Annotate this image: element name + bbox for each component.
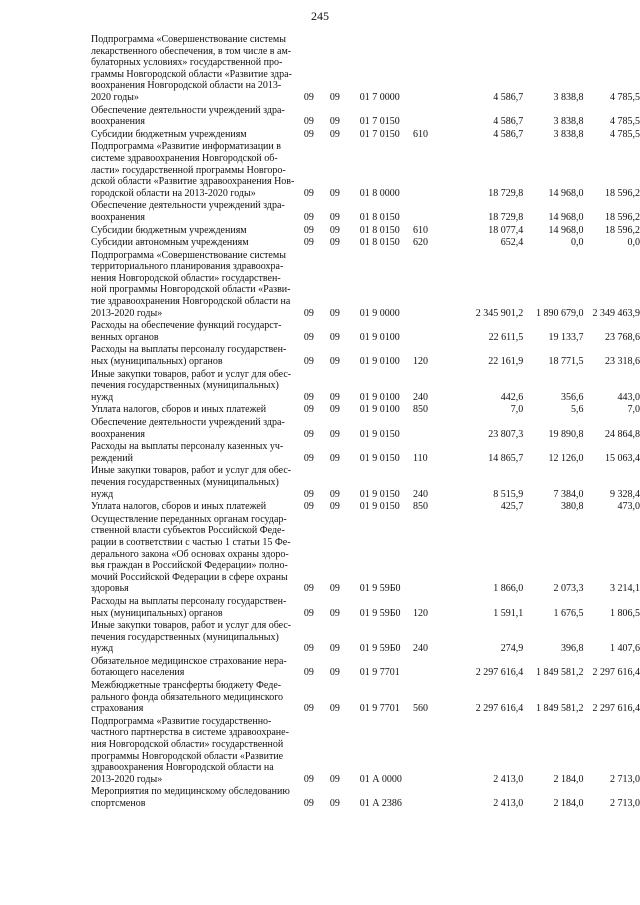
row-amount-year-3: 18 596,2 xyxy=(605,211,640,223)
row-subsection-code: 09 xyxy=(329,391,340,403)
row-section-code: 09 xyxy=(303,583,314,595)
row-amount-year-3: 2 297 616,4 xyxy=(592,667,640,679)
row-amount-year-2: 2 073,3 xyxy=(553,583,584,595)
row-amount-year-2: 5,6 xyxy=(570,404,584,416)
row-subsection-code: 09 xyxy=(329,211,340,223)
row-amount-year-3: 9 328,4 xyxy=(610,488,640,500)
row-amount-year-2: 12 126,0 xyxy=(548,452,584,464)
row-section-code: 09 xyxy=(303,307,314,319)
row-section-code: 09 xyxy=(303,667,314,679)
row-target-article-code: 01 7 0000 xyxy=(359,91,400,103)
row-amount-year-1: 442,6 xyxy=(500,391,524,403)
row-section-code: 09 xyxy=(303,428,314,440)
row-subsection-code: 09 xyxy=(329,428,340,440)
row-section-code: 09 xyxy=(303,116,314,128)
row-name: Подпрограмма «Совершенствование системы лекарственного обеспечения, в том числе в ам- булаторных условиях» государственной про- граммы Новгородской области «Развитие здра- воохранения Новгородской области на 2013- 2020 годы» xyxy=(91,34,292,103)
table-row xyxy=(91,33,640,104)
table-row xyxy=(91,679,640,715)
table-row xyxy=(91,500,640,513)
table-row xyxy=(91,199,640,223)
table-row xyxy=(91,104,640,128)
row-subsection-code: 09 xyxy=(329,237,340,249)
row-amount-year-2: 19 133,7 xyxy=(548,331,584,343)
row-subsection-code: 09 xyxy=(329,703,340,715)
row-amount-year-3: 23 318,6 xyxy=(605,356,640,368)
row-amount-year-3: 0,0 xyxy=(627,237,640,249)
table-row xyxy=(91,319,640,343)
row-amount-year-2: 0,0 xyxy=(570,237,584,249)
row-amount-year-1: 1 866,0 xyxy=(493,583,524,595)
table-row xyxy=(91,715,640,786)
row-name: Обеспечение деятельности учреждений здра- воохранения xyxy=(91,104,285,128)
row-name: Мероприятия по медицинскому обследованию спортсменов xyxy=(91,786,290,809)
row-name: Межбюджетные трансферты бюджету Феде- рального фонда обязательного медицинского страхования xyxy=(91,680,284,715)
row-section-code: 09 xyxy=(303,224,314,236)
row-target-article-code: 01 9 0100 xyxy=(359,331,400,343)
row-amount-year-1: 4 586,7 xyxy=(493,91,524,103)
row-amount-year-2: 14 968,0 xyxy=(548,187,584,199)
row-section-code: 09 xyxy=(303,211,314,223)
row-target-article-code: 01 А 0000 xyxy=(359,773,402,785)
row-name: Обязательное медицинское страхование нера- ботающего населения xyxy=(91,655,287,679)
row-target-article-code: 01 9 0150 xyxy=(359,488,400,500)
table-row xyxy=(91,224,640,237)
row-amount-year-2: 14 968,0 xyxy=(548,211,584,223)
budget-table-body xyxy=(91,33,640,810)
row-section-code: 09 xyxy=(303,356,314,368)
row-amount-year-3: 1 407,6 xyxy=(610,643,640,655)
table-row xyxy=(91,236,640,249)
row-name: Субсидии бюджетным учреждениям xyxy=(91,128,247,140)
row-target-article-code: 01 8 0150 xyxy=(359,224,400,236)
row-amount-year-3: 24 864,8 xyxy=(605,428,640,440)
row-target-article-code: 01 9 0100 xyxy=(359,391,400,403)
table-row xyxy=(91,368,640,404)
row-amount-year-1: 8 515,9 xyxy=(493,488,524,500)
row-amount-year-2: 3 838,8 xyxy=(553,116,584,128)
row-amount-year-1: 18 077,4 xyxy=(488,224,524,236)
row-target-article-code: 01 9 0150 xyxy=(359,501,400,513)
row-name: Расходы на выплаты персоналу государствен- ных (муниципальных) органов xyxy=(91,595,287,619)
row-name: Осуществление переданных органам государ- ственной власти субъектов Российской Феде- рации в соответствии с частью 1 статьи 15 Фе- дерального закона «Об основах охраны здоро- вья граждан в Российской Федерации» полно- мочий Российской Федерации в сфере охраны здоровья xyxy=(91,513,291,595)
table-row xyxy=(91,343,640,367)
row-subsection-code: 09 xyxy=(329,773,340,785)
row-target-article-code: 01 7 0150 xyxy=(359,116,400,128)
row-amount-year-1: 18 729,8 xyxy=(488,187,524,199)
table-row xyxy=(91,440,640,464)
row-expense-type-code: 240 xyxy=(413,643,429,655)
row-expense-type-code: 850 xyxy=(413,404,429,416)
row-amount-year-3: 18 596,2 xyxy=(605,187,640,199)
row-amount-year-2: 1 676,5 xyxy=(553,607,584,619)
row-name: Уплата налогов, сборов и иных платежей xyxy=(91,404,267,416)
budget-table xyxy=(91,33,640,810)
row-amount-year-1: 2 297 616,4 xyxy=(475,667,524,679)
row-target-article-code: 01 9 7701 xyxy=(359,703,400,715)
table-row xyxy=(91,785,640,809)
row-expense-type-code: 240 xyxy=(413,488,429,500)
row-subsection-code: 09 xyxy=(329,91,340,103)
row-subsection-code: 09 xyxy=(329,404,340,416)
row-amount-year-3: 2 713,0 xyxy=(610,798,640,809)
row-amount-year-2: 2 184,0 xyxy=(553,773,584,785)
row-name: Расходы на выплаты персоналу государствен- ных (муниципальных) органов xyxy=(91,344,287,368)
row-expense-type-code: 240 xyxy=(413,391,429,403)
row-section-code: 09 xyxy=(303,452,314,464)
row-target-article-code: 01 9 0100 xyxy=(359,356,400,368)
table-row xyxy=(91,403,640,416)
row-section-code: 09 xyxy=(303,91,314,103)
row-amount-year-1: 22 161,9 xyxy=(488,356,524,368)
row-amount-year-1: 2 345 901,2 xyxy=(475,307,524,319)
row-name: Субсидии автономным учреждениям xyxy=(91,237,249,249)
row-amount-year-1: 4 586,7 xyxy=(493,116,524,128)
row-target-article-code: 01 А 2386 xyxy=(359,798,402,809)
row-section-code: 09 xyxy=(303,404,314,416)
row-name: Расходы на обеспечение функций государст- венных органов xyxy=(91,320,282,343)
row-expense-type-code xyxy=(413,33,440,104)
row-subsection-code: 09 xyxy=(329,224,340,236)
row-section-code: 09 xyxy=(303,488,314,500)
row-target-article-code: 01 7 0150 xyxy=(359,128,400,140)
row-subsection-code: 09 xyxy=(329,583,340,595)
row-amount-year-3: 2 297 616,4 xyxy=(592,703,640,715)
table-row xyxy=(91,655,640,679)
row-name: Уплата налогов, сборов и иных платежей xyxy=(91,501,267,513)
table-row xyxy=(91,619,640,655)
row-subsection-code: 09 xyxy=(329,331,340,343)
row-section-code: 09 xyxy=(303,331,314,343)
row-subsection-code: 09 xyxy=(329,356,340,368)
row-subsection-code: 09 xyxy=(329,307,340,319)
row-amount-year-1: 1 591,1 xyxy=(493,607,524,619)
row-expense-type-code xyxy=(413,319,440,343)
row-amount-year-2: 380,8 xyxy=(560,501,584,513)
row-name: Подпрограмма «Развитие информатизации в системе здравоохранения Новгородской об- ласти» государственной программы Новгоро- дской области «Развитие здравоохранения Нов- городской области на 2013-2020 годы» xyxy=(91,141,295,199)
row-amount-year-3: 2 349 463,9 xyxy=(592,307,640,319)
row-amount-year-2: 1 849 581,2 xyxy=(535,667,584,679)
row-target-article-code: 01 9 0150 xyxy=(359,428,400,440)
row-target-article-code: 01 9 0000 xyxy=(359,307,400,319)
row-amount-year-2: 3 838,8 xyxy=(553,128,584,140)
row-expense-type-code: 120 xyxy=(413,607,429,619)
row-name: Подпрограмма «Совершенствование системы территориального планирования здравоохра- нения Новгородской области» государствен- ной программы Новгородской области «Разви- тие здравоохранения Новгородской области на 2013-2020 годы» xyxy=(91,249,291,319)
row-amount-year-2: 1 849 581,2 xyxy=(535,703,584,715)
row-amount-year-1: 14 865,7 xyxy=(488,452,524,464)
row-amount-year-1: 2 413,0 xyxy=(493,798,524,809)
row-subsection-code: 09 xyxy=(329,128,340,140)
row-name: Иные закупки товаров, работ и услуг для обес- печения государственных (муниципальных) нужд xyxy=(91,368,292,403)
table-row xyxy=(91,464,640,500)
row-expense-type-code xyxy=(413,513,440,595)
row-amount-year-1: 274,9 xyxy=(500,643,524,655)
row-expense-type-code: 110 xyxy=(413,452,428,464)
row-amount-year-3: 2 713,0 xyxy=(610,773,640,785)
table-row xyxy=(91,595,640,619)
row-target-article-code: 01 9 0150 xyxy=(359,452,400,464)
row-amount-year-2: 2 184,0 xyxy=(553,798,584,809)
row-amount-year-2: 18 771,5 xyxy=(548,356,584,368)
row-amount-year-3: 15 063,4 xyxy=(605,452,640,464)
row-name: Обеспечение деятельности учреждений здра- воохранения xyxy=(91,417,285,440)
row-amount-year-1: 2 297 616,4 xyxy=(475,703,524,715)
row-name: Иные закупки товаров, работ и услуг для обес- печения государственных (муниципальных) нужд xyxy=(91,620,292,655)
row-subsection-code: 09 xyxy=(329,488,340,500)
row-amount-year-2: 3 838,8 xyxy=(553,91,584,103)
row-section-code: 09 xyxy=(303,607,314,619)
row-amount-year-2: 1 890 679,0 xyxy=(535,307,584,319)
row-amount-year-3: 7,0 xyxy=(627,404,640,416)
row-target-article-code: 01 9 59Б0 xyxy=(359,607,401,619)
table-row xyxy=(91,513,640,595)
row-section-code: 09 xyxy=(303,773,314,785)
row-expense-type-code xyxy=(413,715,440,786)
row-section-code: 09 xyxy=(303,643,314,655)
row-subsection-code: 09 xyxy=(329,667,340,679)
row-amount-year-2: 356,6 xyxy=(560,391,584,403)
row-expense-type-code xyxy=(413,140,440,199)
row-amount-year-1: 2 413,0 xyxy=(493,773,524,785)
page-number: 245 xyxy=(311,9,329,23)
row-name: Иные закупки товаров, работ и услуг для обес- печения государственных (муниципальных) нужд xyxy=(91,465,292,500)
row-target-article-code: 01 9 59Б0 xyxy=(359,583,401,595)
row-subsection-code: 09 xyxy=(329,501,340,513)
row-amount-year-2: 396,8 xyxy=(560,643,584,655)
row-expense-type-code xyxy=(413,249,440,320)
row-amount-year-1: 652,4 xyxy=(500,237,524,249)
row-name: Субсидии бюджетным учреждениям xyxy=(91,224,247,236)
row-amount-year-2: 14 968,0 xyxy=(548,224,584,236)
row-target-article-code: 01 8 0000 xyxy=(359,187,400,199)
row-target-article-code: 01 8 0150 xyxy=(359,237,400,249)
row-section-code: 09 xyxy=(303,391,314,403)
row-expense-type-code: 620 xyxy=(413,237,429,249)
row-section-code: 09 xyxy=(303,501,314,513)
row-subsection-code: 09 xyxy=(329,798,340,809)
row-amount-year-3: 443,0 xyxy=(617,391,640,403)
row-name: Подпрограмма «Развитие государственно- частного партнерства в системе здравоохране- ния Новгородской области» государственной программы Новгородской области «Развитие здравоохранения Новгородской области на 2013-2020 годы» xyxy=(91,715,289,785)
row-expense-type-code: 120 xyxy=(413,356,429,368)
row-amount-year-1: 425,7 xyxy=(500,501,524,513)
row-expense-type-code xyxy=(413,416,440,440)
row-amount-year-3: 3 214,1 xyxy=(610,583,640,595)
row-target-article-code: 01 9 59Б0 xyxy=(359,643,401,655)
row-amount-year-3: 4 785,5 xyxy=(610,128,640,140)
row-expense-type-code xyxy=(413,655,440,679)
row-target-article-code: 01 8 0150 xyxy=(359,211,400,223)
row-amount-year-2: 19 890,8 xyxy=(548,428,584,440)
row-subsection-code: 09 xyxy=(329,643,340,655)
row-amount-year-2: 7 384,0 xyxy=(553,488,584,500)
table-row xyxy=(91,249,640,320)
row-amount-year-1: 23 807,3 xyxy=(488,428,524,440)
row-expense-type-code: 850 xyxy=(413,501,429,513)
row-amount-year-3: 23 768,6 xyxy=(605,331,640,343)
row-amount-year-1: 22 611,5 xyxy=(488,331,524,343)
table-row xyxy=(91,128,640,141)
row-section-code: 09 xyxy=(303,798,314,809)
row-expense-type-code: 610 xyxy=(413,224,429,236)
row-amount-year-3: 473,0 xyxy=(617,501,640,513)
row-expense-type-code xyxy=(413,199,440,223)
row-section-code: 09 xyxy=(303,703,314,715)
row-amount-year-1: 4 586,7 xyxy=(493,128,524,140)
row-amount-year-1: 18 729,8 xyxy=(488,211,524,223)
row-name: Обеспечение деятельности учреждений здра- воохранения xyxy=(91,200,285,223)
row-expense-type-code xyxy=(413,104,440,128)
table-row xyxy=(91,416,640,440)
row-subsection-code: 09 xyxy=(329,452,340,464)
row-amount-year-3: 1 806,5 xyxy=(610,607,640,619)
row-target-article-code: 01 9 7701 xyxy=(359,667,400,679)
row-expense-type-code: 610 xyxy=(413,128,429,140)
row-expense-type-code xyxy=(413,785,440,809)
row-section-code: 09 xyxy=(303,187,314,199)
row-subsection-code: 09 xyxy=(329,607,340,619)
row-amount-year-3: 4 785,5 xyxy=(610,91,640,103)
row-target-article-code: 01 9 0100 xyxy=(359,404,400,416)
row-section-code: 09 xyxy=(303,128,314,140)
row-section-code: 09 xyxy=(303,237,314,249)
row-amount-year-3: 4 785,5 xyxy=(610,116,640,128)
row-amount-year-1: 7,0 xyxy=(510,404,524,416)
row-subsection-code: 09 xyxy=(329,187,340,199)
row-expense-type-code: 560 xyxy=(413,703,429,715)
row-amount-year-3: 18 596,2 xyxy=(605,224,640,236)
row-name: Расходы на выплаты персоналу казенных уч- реждений xyxy=(91,441,284,464)
row-subsection-code: 09 xyxy=(329,116,340,128)
table-row xyxy=(91,140,640,199)
